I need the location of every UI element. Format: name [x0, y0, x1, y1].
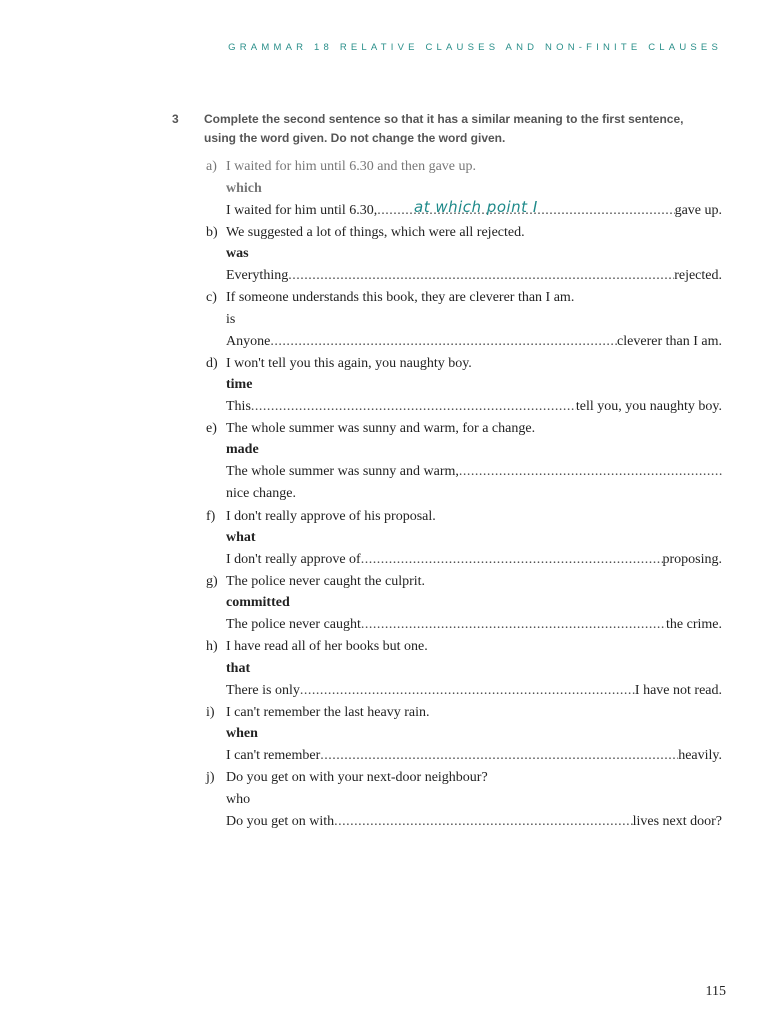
item-b-keyword: was [226, 246, 249, 261]
item-e-answer-line [226, 463, 722, 481]
answer-start: Do you get on with [226, 814, 335, 829]
answer-start: I don't really approve of [226, 552, 361, 567]
item-a-sentence [206, 158, 722, 176]
item-j-sentence [206, 769, 722, 787]
exercise-number: 3 [172, 112, 179, 126]
item-e-sentence [206, 420, 722, 438]
item-label: e) [206, 421, 217, 436]
item-label: b) [206, 225, 218, 240]
answer-end: heavily. [678, 748, 722, 763]
answer-end: cleverer than I am. [617, 334, 722, 349]
item-text: I won't tell you this again, you naughty boy. [226, 356, 472, 371]
item-text: The whole summer was sunny and warm, for a change. [226, 421, 536, 436]
item-f-answer-line [226, 551, 722, 569]
item-c-keyword: is [226, 312, 236, 327]
item-text: If someone understands this book, they are cleverer than I am. [226, 290, 575, 305]
answer-start: I can't remember [226, 748, 321, 763]
item-text: I have read all of her books but one. [226, 639, 428, 654]
item-e-keyword: made [226, 442, 259, 457]
item-text: I can't remember the last heavy rain. [226, 705, 430, 720]
item-a-keyword: which [226, 181, 262, 196]
item-g-keyword: committed [226, 595, 290, 610]
answer-end: lives next door? [632, 814, 722, 829]
item-b-sentence [206, 224, 722, 242]
answer-end: rejected. [674, 268, 722, 283]
answer-blank[interactable] [334, 813, 632, 831]
page-number: 115 [705, 984, 726, 999]
item-label: j) [206, 770, 215, 785]
item-j-keyword: who [226, 792, 251, 807]
exercise-instruction: Complete the second sentence so that it has a similar meaning to the first sentence, using the word given. Do not change the word given. [204, 112, 684, 145]
answer-blank[interactable] [459, 463, 722, 481]
answer-start: Everything [226, 268, 289, 283]
item-d-keyword: time [226, 377, 253, 392]
answer-end: I have not read. [634, 683, 722, 698]
answer-start: This [226, 399, 251, 414]
item-i-keyword: when [226, 726, 258, 741]
answer-blank[interactable] [320, 747, 678, 765]
item-label: f) [206, 509, 216, 524]
item-i-sentence [206, 704, 722, 722]
item-label: a) [206, 159, 217, 174]
item-text: I waited for him until 6.30 and then gave up. [226, 159, 476, 174]
item-label: c) [206, 290, 217, 305]
item-label: i) [206, 705, 215, 720]
answer-end: the crime. [666, 617, 722, 632]
item-label: h) [206, 639, 218, 654]
running-header: GRAMMAR 18 RELATIVE CLAUSES AND NON-FINITE CLAUSES [228, 42, 722, 53]
item-text: Do you get on with your next-door neighbour? [226, 770, 488, 785]
item-e-answer-end: nice change. [226, 486, 296, 501]
item-g-sentence [206, 573, 722, 591]
item-b-answer-line [226, 267, 722, 285]
answer-end: gave up. [674, 203, 722, 218]
item-i-answer-line [226, 747, 722, 765]
item-f-keyword: what [226, 530, 256, 545]
item-text: The police never caught the culprit. [226, 574, 426, 589]
answer-blank[interactable] [361, 616, 666, 634]
item-j-answer-line [226, 813, 722, 831]
item-h-sentence [206, 638, 722, 656]
item-label: g) [206, 574, 218, 589]
answer-blank[interactable] [300, 682, 635, 700]
answer-end: proposing. [662, 552, 722, 567]
item-label: d) [206, 356, 218, 371]
answer-start: The whole summer was sunny and warm, [226, 464, 459, 479]
answer-start: I waited for him until 6.30, [226, 203, 378, 218]
answer-start: The police never caught [226, 617, 361, 632]
item-d-answer-line [226, 398, 722, 416]
item-c-answer-line [226, 333, 722, 351]
item-a-handwritten-answer: at which point I [414, 198, 538, 216]
answer-end: tell you, you naughty boy. [575, 399, 722, 414]
answer-blank[interactable] [288, 267, 674, 285]
item-text: We suggested a lot of things, which were all rejected. [226, 225, 525, 240]
item-g-answer-line [226, 616, 722, 634]
item-text: I don't really approve of his proposal. [226, 509, 436, 524]
item-h-answer-line [226, 682, 722, 700]
item-c-sentence [206, 289, 722, 307]
answer-start: Anyone [226, 334, 271, 349]
item-h-keyword: that [226, 661, 251, 676]
answer-blank[interactable] [251, 398, 576, 416]
item-f-sentence [206, 508, 722, 526]
answer-blank[interactable] [361, 551, 663, 569]
answer-start: There is only [226, 683, 300, 698]
answer-blank[interactable] [270, 333, 617, 351]
item-d-sentence [206, 355, 722, 373]
